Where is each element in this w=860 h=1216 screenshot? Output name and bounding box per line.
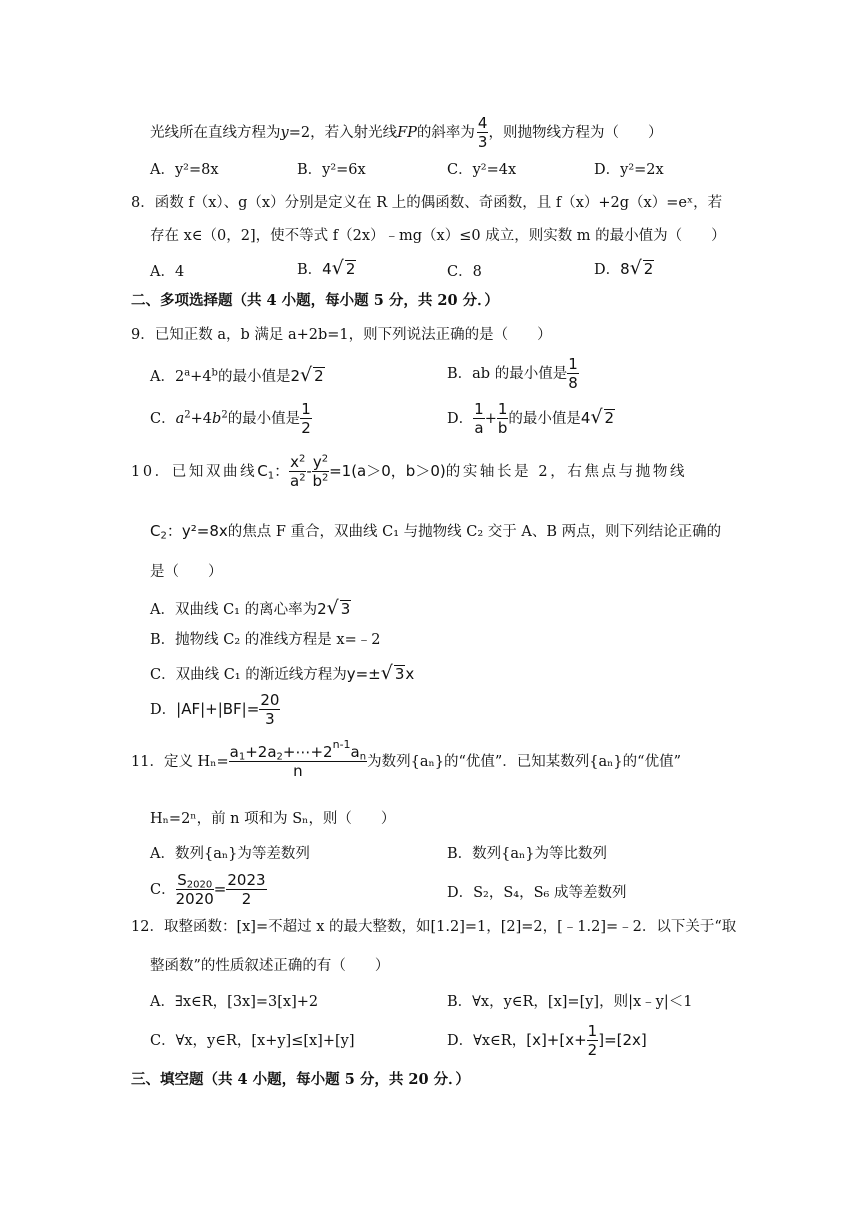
q12-line1: 12．取整函数：[x]=不超过 x 的最大整数，如[1.2]=1，[2]=2，[﹣1.2]=﹣2．以下关于“取 — [131, 919, 737, 935]
q10-line1-text-b: 的实轴长是 2，右焦点与抛物线 — [445, 464, 688, 480]
q10-option-c-tail: x — [405, 665, 415, 683]
q7-slope-numerator: 4 — [477, 114, 488, 132]
q10-option-d — [150, 693, 280, 727]
q12-line2: 整函数”的性质叙述正确的有（ ） — [150, 958, 390, 974]
q10-option-a-coef: 2 — [317, 600, 327, 618]
q7-option-c: C．y²=4x — [447, 162, 517, 178]
q9-option-b-numerator: 1 — [568, 355, 578, 373]
sqrt-icon: √ — [590, 406, 603, 428]
q11-option-d: D．S₂，S₄，S₆ 成等差数列 — [447, 885, 627, 901]
q8-option-b-coef: 4 — [322, 260, 332, 278]
q10-option-d-fraction — [259, 693, 280, 727]
q9-option-a-text: 的最小值是 — [217, 369, 291, 385]
q11-option-c-numerator-2: 2023 — [227, 871, 266, 889]
q8-option-d — [594, 257, 654, 279]
q7-option-b: B．y²=6x — [297, 162, 366, 178]
q7-stem-c: 的斜率为 — [416, 125, 475, 141]
q7-option-a: A．y²=8x — [150, 162, 219, 178]
q9-option-c-text: 的最小值是 — [227, 411, 301, 427]
q11-option-b: B．数列{aₙ}为等比数列 — [447, 846, 608, 862]
q10-option-c — [150, 662, 414, 684]
q9-option-c: C．$a^2+4b^2$的最小值是 $\frac{1}{2}$ — [150, 400, 311, 437]
q9-option-d-fraction-1b: $\frac{1}{b}$ — [497, 400, 508, 437]
q11-option-c-denominator-2: 2 — [241, 890, 252, 908]
q10-parabola-equation: y²=8x — [181, 522, 228, 540]
q7-option-d: D．y²=2x — [594, 162, 664, 178]
q10-hyperbola-x-fraction: $\frac{x^2}{a^2}$ — [289, 453, 306, 490]
q10-option-b: B．抛物线 C₂ 的准线方程是 x=﹣2 — [150, 632, 381, 648]
q8-line2: 存在 x∈（0，2]，使不等式 f（2x）﹣mg（x）≤0 成立，则实数 m 的最小值为（ ） — [150, 228, 726, 244]
q10-line3: 是（ ） — [150, 564, 223, 580]
sqrt-icon: √ — [380, 662, 393, 684]
sqrt-icon: √ — [331, 257, 344, 279]
q8-option-d-label: D． — [594, 262, 621, 278]
q7-stem-b: =2，若入射光线 — [288, 125, 398, 141]
q11-option-a: A．数列{aₙ}为等差数列 — [150, 846, 310, 862]
q11-option-c-subscript: 2020 — [186, 879, 213, 891]
q9-option-b-denominator: 8 — [568, 374, 578, 392]
q11-option-c-label: C． — [150, 882, 176, 898]
q7-stem-d: ，则抛物线方程为（ ） — [488, 125, 663, 141]
q11-line2: Hₙ=2ⁿ，前 n 项和为 Sₙ，则（ ） — [150, 811, 396, 827]
q11-option-c: C． $\frac{S_{2020}}{2020}$ = $\frac{2023}{2}$ — [150, 871, 266, 908]
q10-option-a-radicand: 3 — [340, 600, 351, 618]
q10-option-c-math: y=± — [346, 665, 381, 683]
section-3-heading: 三、填空题（共 4 小题，每小题 5 分，共 20 分．） — [131, 1071, 470, 1088]
q8-option-c: C．8 — [447, 264, 482, 280]
q12-option-d-denominator: 2 — [587, 1041, 598, 1059]
q11-hn-fraction: $\frac{a_1+2a_2+\cdots+2^{n-1}a_n}{n}$ — [229, 738, 367, 780]
q9-option-a-coef: 2 — [290, 367, 300, 385]
q10-line2 — [150, 520, 721, 541]
q9-option-d-fraction-1a: $\frac{1}{a}$ — [474, 400, 484, 437]
q8-option-b — [297, 257, 356, 279]
q9-option-b-text: ab 的最小值是 — [472, 366, 568, 382]
q9-option-a-radicand: 2 — [314, 367, 324, 385]
q10-option-c-text: C．双曲线 C₁ 的渐近线方程为 — [150, 667, 347, 683]
q9-option-d-coef: 4 — [580, 409, 591, 427]
q10-option-a-text: A．双曲线 C₁ 的离心率为 — [150, 602, 318, 618]
q7-stem: 光线所在直线方程为y=2，若入射光线FP的斜率为 $\frac{4}{3}$ ，则抛物线方程为（ ） — [150, 114, 663, 151]
q9-option-d-text: 的最小值是 — [508, 411, 581, 427]
q12-option-c: C．∀x，y∈R，[x+y]≤[x]+[y] — [150, 1033, 355, 1049]
q9-stem: 9．已知正数 a，b 满足 a+2b=1，则下列说法正确的是（ ） — [131, 327, 552, 343]
q8-option-d-radicand: 2 — [643, 260, 654, 278]
section-2-heading: 二、多项选择题（共 4 小题，每小题 5 分，共 20 分．） — [131, 292, 499, 309]
q8-line1: 8．函数 f（x）、g（x）分别是定义在 R 上的偶函数、奇函数，且 f（x）+2g（x）=eˣ，若 — [131, 195, 723, 211]
q9-option-a: A．$2^a+4^b$的最小值是2√ 2 — [150, 364, 324, 386]
q10-option-d-label: D． — [150, 702, 177, 718]
q12-option-b: B．∀x，y∈R，[x]=[y]，则|x﹣y|＜1 — [447, 994, 693, 1010]
q7-slope-fraction — [477, 116, 489, 150]
q10-line1-text-a: 10．已知双曲线 — [131, 464, 258, 480]
q10-line1: 10．已知双曲线$C_1$： $\frac{x^2}{a^2}$ - $\frac{y^2}{b^2}$ =1(a＞0，b＞0)的实轴长是 2，右焦点与抛物线 — [131, 453, 688, 490]
q11-line1 — [131, 738, 681, 780]
sqrt-icon: √ — [629, 257, 642, 279]
q8-option-d-coef: 8 — [620, 260, 630, 278]
q10-c1-symbol: $C_1$： — [257, 462, 290, 482]
q11-option-c-fraction-2 — [226, 873, 266, 907]
q10-option-c-radicand: 3 — [394, 665, 405, 683]
q12-option-d: D．∀x∈R，[x]+[x+ $\frac{1}{2}$ ]=[2x] — [447, 1022, 647, 1059]
q12-option-d-label: D．∀x∈R， — [447, 1033, 527, 1049]
q9-option-c-denominator: 2 — [301, 419, 311, 437]
q10-option-d-denominator: 3 — [265, 710, 275, 728]
q9-option-c-numerator: 1 — [301, 400, 311, 418]
q8-option-b-label: B． — [297, 262, 323, 278]
q10-option-d-math: |AF|+|BF|= — [176, 700, 260, 718]
q10-option-d-numerator: 20 — [260, 691, 280, 709]
q11-option-c-fraction-1: $\frac{S_{2020}}{2020}$ — [175, 871, 214, 908]
q10-c2-symbol: $C_2$： — [150, 522, 182, 542]
q11-option-c-denominator-1: 2020 — [175, 890, 214, 908]
sqrt-icon: √ — [300, 364, 313, 386]
q9-option-d-radicand: 2 — [604, 409, 615, 427]
q8-option-b-radicand: 2 — [345, 260, 356, 278]
q11-line1-text-b: 为数列{aₙ}的“优值”．已知某数列{aₙ}的“优值” — [367, 754, 681, 770]
q12-option-a: A．∃x∈R，[3x]=3[x]+2 — [150, 994, 319, 1010]
q8-option-a: A．4 — [150, 264, 185, 280]
sqrt-icon: √ — [326, 597, 339, 619]
q11-hn-denominator: n — [293, 762, 303, 780]
q9-option-b-fraction — [567, 357, 579, 391]
q7-stem-a: 光线所在直线方程为 — [150, 125, 281, 141]
q9-option-b: B．ab 的最小值是 $\frac{1}{8}$ — [447, 355, 578, 392]
q9-option-c-fraction — [300, 402, 312, 436]
q11-line1-text-a: 11．定义 Hₙ= — [131, 754, 229, 770]
q7-slope-denominator: 3 — [477, 133, 488, 151]
q12-option-d-fraction — [587, 1024, 599, 1058]
q10-option-a — [150, 597, 351, 619]
q12-option-d-numerator: 1 — [587, 1022, 598, 1040]
q10-line2-text: 的焦点 F 重合，双曲线 C₁ 与抛物线 C₂ 交于 A、B 两点，则下列结论正确的 — [227, 524, 722, 540]
q10-hyperbola-condition: =1(a＞0，b＞0) — [329, 462, 446, 480]
q9-option-d: D． $\frac{1}{a}$ + $\frac{1}{b}$ 的最小值是4√ 2 — [447, 400, 615, 437]
q10-hyperbola-y-fraction: $\frac{y^2}{b^2}$ — [312, 453, 329, 490]
